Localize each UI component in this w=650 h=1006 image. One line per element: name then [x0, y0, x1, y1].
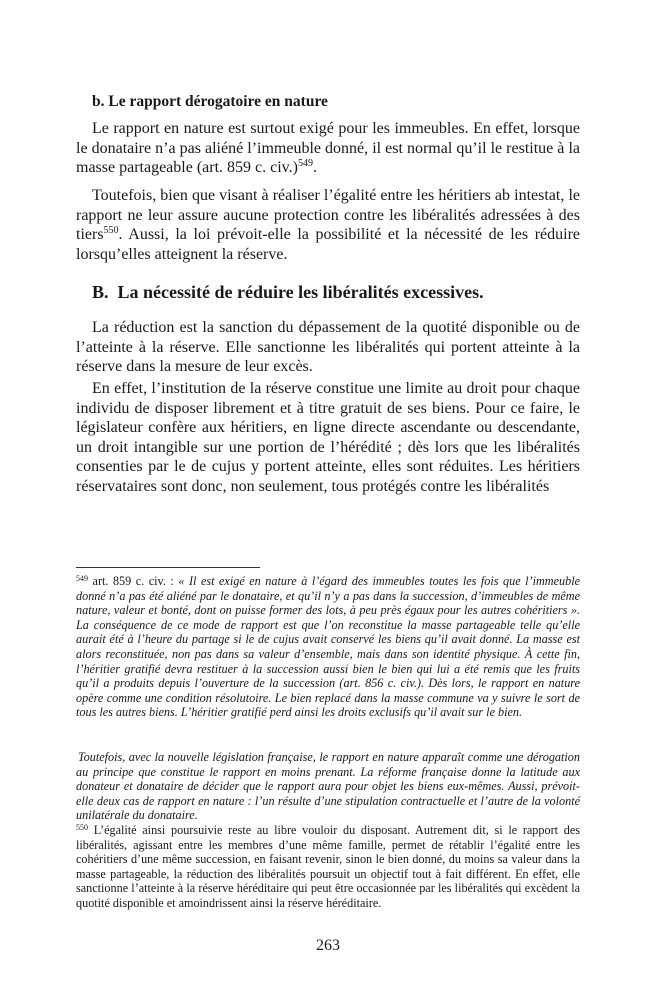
paragraph-text-end: . Aussi, la loi prévoit-elle la possibilité et la nécessité de les réduire lorsqu’elles atteignent la réserve. [76, 226, 580, 263]
footnote-549-continuation: Toutefois, avec la nouvelle législation française, le rapport en nature apparaît comme une dérogation au principe que constitue le rapport en moins prenant. La réforme française donne la latitude aux donateur et donataire de décider que le rapport aura pour objet les biens eux-mêmes. Aussi, prévoit-elle deux cas de rapport en nature : l’un résulte d’une stipulation contractuelle et l’autre de la volonté unilatérale du donataire. [76, 750, 580, 823]
page-number: 263 [316, 937, 340, 954]
paragraph-reserve: En effet, l’institution de la réserve constitue une limite au droit pour chaque individu de disposer librement et à titre gratuit de ses biens. Pour ce faire, le législateur confère aux héritiers, en ligne directe ascendante ou descendante, un droit intangible sur une portion de l’hérédité ; dès lors que les libéralités consenties par le de cujus y portent atteinte, elles sont réduites. Les héritiers réservataires sont donc, non seulement, tous protégés contre les libéralités [76, 380, 580, 495]
footnote-549 [76, 574, 580, 720]
section-title: La nécessité de réduire les libéralités excessives. [117, 282, 484, 302]
footnote-ref-549[interactable]: 549 [297, 158, 313, 170]
section-number: B. [92, 282, 109, 302]
paragraph-reduction: La réduction est la sanction du dépassement de la quotité disponible ou de l’atteinte à la réserve. Elle sanctionne les libéralités qui portent atteinte à la réserve dans la mesure de leur excès. [76, 319, 580, 376]
footnote-number: 550 [76, 823, 88, 832]
footnote-separator [76, 567, 260, 568]
footnote-lead: art. 859 c. civ. : [88, 574, 179, 588]
paragraph-rapport-nature [76, 119, 580, 178]
paragraph-text-end: . [312, 159, 317, 177]
paragraph-text: Toutefois, bien que visant à réaliser l’égalité entre les héritiers ab intestat, le rapport ne leur assure aucune protection contre les libéralités adressées à des tiers [76, 187, 580, 244]
footnote-text: L’égalité ainsi poursuivie reste au libre vouloir du disposant. Autrement dit, si le rapport des libéralités, agissant entre les membres d’une même famille, permet de rétablir l’égalité entre les cohéritiers d’une même succession, en faisant revenir, sinon le bien donné, du moins sa valeur dans la masse partageable, la réduction des libéralités poursuit un objectif tout à fait différent. En effet, elle sanctionne l’atteinte à la réserve héréditaire qui peut être occasionnée par les libéralités qui excèdent la quotité disponible et amoindrissent ainsi la réserve héréditaire. [76, 823, 580, 910]
paragraph-toutefois [76, 186, 580, 264]
subsection-heading: b. Le rapport dérogatoire en nature [92, 93, 328, 110]
footnote-550 [76, 823, 580, 911]
paragraph-text: Le rapport en nature est surtout exigé pour les immeubles. En effet, lorsque le donataire n’a pas aliéné l’immeuble donné, il est normal qu’il le restitue à la masse partageable (art. 859 c. civ.) [76, 120, 580, 177]
footnote-text: « Il est exigé en nature à l’égard des immeubles toutes les fois que l’immeuble donné n’a pas été aliéné par le donataire, et qu’il n’y a pas dans la succession, d’immeubles de même nature, valeur et bonté, dont on puisse former des lots, à peu près égaux pour les autres cohéritiers ». La conséquence de ce mode de rapport est que l’on reconstitue la masse partageable telle qu’elle aurait été à l’heure du partage si le de cujus avait conservé les biens qu’il avait donné. La masse est alors reconstituée, non pas dans sa valeur d’ensemble, mais dans son identité physique. À cette fin, l’héritier gratifié devra restituer à la succession aussi bien le bien qui lui a été remis que les fruits qu’il a produits depuis l’ouverture de la succession (art. 856 c. civ.). Dès lors, le rapport en nature opère comme une condition résolutoire. Le bien replacé dans la masse commune va y suivre le sort de tous les autres biens. L’héritier gratifié perd ainsi les droits exclusifs qu’il avait sur le bien. [76, 574, 581, 720]
footnote-ref-550[interactable]: 550 [103, 225, 119, 237]
section-heading [92, 282, 484, 303]
footnote-number: 549 [76, 574, 88, 583]
